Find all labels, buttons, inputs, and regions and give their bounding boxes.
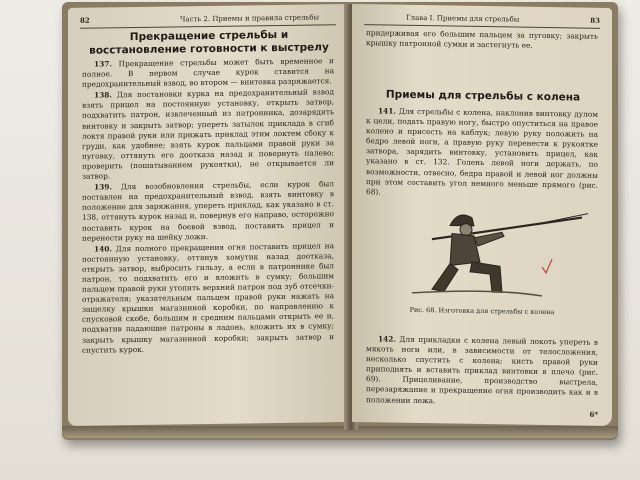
paragraph-number: 139.: [94, 182, 113, 192]
paragraph-text: Для постановки курка на предохранительный взвод взять прицел на постоянную установку, открыть затвор, подхватить патрон, извлеченный из патронника, дозарядить винтовку и закрыть затвор; упереть затылок приклада в сгиб локтя правой руки или прижать приклад этим локтем сбоку к груди, как удобнее; взять курок пальцами правой руки за пуговку, оттянуть его доотказа назад и повернуть палево; проверить (пошатыванием рукоятки), не открывается ли затвор.: [82, 87, 334, 181]
paragraph-number: 141.: [378, 106, 397, 116]
paragraph-number: 140.: [94, 244, 113, 254]
left-body-text: [82, 56, 334, 356]
paragraph-text: Прекращение стрельбы может быть временное и полное. В первом случае курок ставится на предохранительный взвод, во втором — винтовка разряжается.: [82, 56, 334, 89]
paragraph-number: 138.: [94, 90, 113, 100]
continued-text: [366, 28, 598, 53]
left-page-number: 82: [80, 15, 90, 25]
kneeling-rifleman-illustration: [392, 195, 592, 302]
paragraph-141: [366, 106, 598, 200]
paragraph-137: [82, 56, 334, 90]
paragraph-138: [82, 88, 334, 182]
book-page-edges: [62, 426, 618, 438]
signature-mark: 6*: [589, 409, 598, 419]
paragraph-number: 137.: [94, 59, 113, 69]
right-body-text-lower: [366, 334, 598, 409]
left-running-head: [80, 12, 336, 29]
paragraph-text: Для возобновления стрельбы, если курок был поставлен на предохранительный взвод, взять винтовку в положение для заряжания, упереть приклад, как указано в ст. 138, оттянуть курок назад и, повернув его направо, осторожно поставить курок на боевой взвод, поставить прицел и перенести руку на шейку ложи.: [82, 179, 334, 243]
paragraph-text: Для стрельбы с колена, наклонив винтовку дулом к цели, подать правую ногу, быстро опуститься на правое колено и присесть на каблук; левую руку положить на бедро левой ноги, а правую руку перенести к рукоятке затвора, зарядить винтовку, установить прицел, как указано в ст. 132. Голень левой ноги держать, по возможности, отвесно, бедра правой и левой ног должны при этом составить угол немного меньше прямого (рис. 68).: [366, 106, 598, 197]
right-running-head-text: Глава I. Приемы для стрельбы: [406, 13, 520, 24]
paragraph-139: [82, 179, 334, 243]
paragraph-number: 142.: [378, 334, 397, 344]
figure-caption: Рис. 68. Изготовка для стрельбы с колена: [409, 305, 555, 317]
paragraph-142: [366, 334, 598, 408]
left-running-head-text: Часть 2. Приемы и правила стрельбы: [180, 13, 320, 24]
right-page: [352, 4, 612, 426]
right-page-number: 83: [590, 15, 600, 25]
paragraph-text: Для полного прекращения огня поставить прицел на постоянную установку, оттянув хомутик назад доотказа, открыть затвор, выбросить гильзу, а если в патроннике был патрон, то подхватить его и вложить в сумку; большим пальцем правой руки утопить верхний патрон под зуб отсечки-отражателя; указательным пальцем правой руки нажать на защелку крышки магазинной коробки, по направлению к спусковой скобе, большим и средним пальцами открыть ее и, подхватив падающие патроны в ладонь, вложить их в сумку; закрыть крышку магазинной коробки; закрыть затвор и спустить курок.: [82, 240, 334, 355]
left-section-title: Прекращение стрельбы и восстановление готовности к выстрелу: [89, 28, 329, 57]
continued-paragraph: придерживая его большим пальцем за пуговку; закрыть крышку патронной сумки и застегнуть ее.: [366, 28, 598, 50]
right-body-text: [366, 106, 598, 201]
left-page: [68, 4, 348, 426]
right-section-title: Приемы для стрельбы с колена: [385, 88, 581, 104]
paragraph-text: Для прикладки с колена левый локоть упереть в мякоть ноги или, в зависимости от телосложения, несколько спустить с колена; кисть правой руки приподнять и вставить приклад винтовки в плечо (рис. 69). Прицеливание, производство выстрела, перезаряжание и прекращение огня производить как и в положении лежа.: [366, 334, 598, 405]
right-running-head: [364, 12, 600, 29]
paragraph-140: [82, 241, 334, 356]
